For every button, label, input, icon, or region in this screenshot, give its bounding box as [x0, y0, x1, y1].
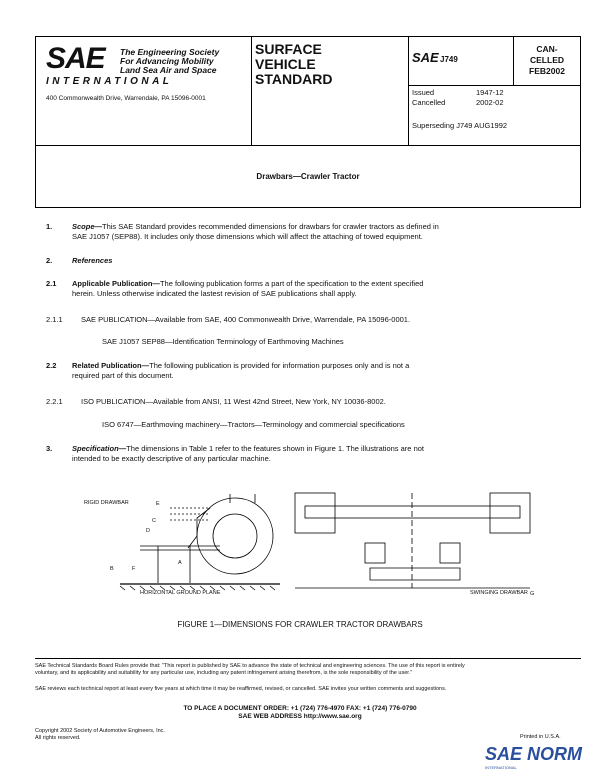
section-number: 3. [46, 444, 53, 453]
dimension-label: F [132, 566, 136, 572]
applicable-publication-paragraph: Applicable Publication—The following publication forms a part of the specification to the extent specified herein. Unless otherwise indicated the lastest revision of SAE publications shall apply. [72, 279, 424, 298]
dimension-label: D [146, 528, 150, 534]
dimension-label: B [110, 566, 114, 572]
dimension-label: G [530, 591, 535, 597]
standard-title: SURFACE VEHICLE STANDARD [255, 41, 333, 87]
dimension-label: A [178, 560, 182, 566]
section-number: 2.2.1 [46, 397, 63, 406]
section-number: 2. [46, 256, 53, 265]
cancelled-value: 2002-02 [476, 98, 504, 107]
order-line: TO PLACE A DOCUMENT ORDER: +1 (724) 776-4970 FAX: +1 (724) 776-0790 [183, 705, 417, 712]
divider [408, 37, 409, 145]
reference-item: SAE J1057 SEP88—Identification Terminology of Earthmoving Machines [102, 337, 344, 346]
watermark-logo: SAE NORM [485, 744, 583, 764]
cancelled-label: Cancelled [412, 98, 446, 107]
document-title: Drawbars—Crawler Tractor [256, 172, 360, 181]
printed-in: Printed in U.S.A. [520, 734, 561, 740]
scope-paragraph: Scope—This SAE Standard provides recommended dimensions for drawbars for crawler tractors as defined in SAE J1057 (SEP88). It includes only those dimensions which will affect the attaching of towed equipment. [72, 222, 439, 241]
sae-publication-line: SAE PUBLICATION—Available from SAE, 400 Commonwealth Drive, Warrendale, PA 15096-0001. [81, 315, 411, 324]
doc-logo: SAE [412, 50, 439, 65]
swinging-drawbar-label: SWINGING DRAWBAR [470, 590, 528, 596]
section-number: 2.2 [46, 361, 57, 370]
issued-label: Issued [412, 88, 435, 97]
rigid-drawbar-label: RIGID DRAWBAR [84, 500, 129, 506]
related-publication-paragraph: Related Publication—The following publication is provided for information purposes only and is not a required part of this document. [72, 361, 410, 380]
status-badge: CAN- CELLED FEB2002 [529, 44, 565, 76]
figure-caption: FIGURE 1—DIMENSIONS FOR CRAWLER TRACTOR DRAWBARS [177, 620, 423, 629]
address: 400 Commonwealth Drive, Warrendale, PA 15096-0001 [46, 95, 206, 102]
dimension-label: C [152, 518, 156, 524]
tagline: The Engineering Society For Advancing Mobility Land Sea Air and Space [120, 47, 220, 75]
superseding: Superseding J749 AUG1992 [412, 121, 508, 130]
specification-paragraph: Specification—The dimensions in Table 1 refer to the features shown in Figure 1. The illustrations are not intended to be exactly descriptive of any particular machine. [72, 444, 424, 463]
iso-publication-line: ISO PUBLICATION—Available from ANSI, 11 West 42nd Street, New York, NY 10036-8002. [81, 397, 386, 406]
sprocket-hub [213, 514, 257, 558]
section-number: 2.1.1 [46, 315, 63, 324]
issued-value: 1947-12 [476, 88, 504, 97]
web-address: SAE WEB ADDRESS http://www.sae.org [238, 713, 362, 720]
footer-rule [35, 658, 581, 659]
reference-item: ISO 6747—Earthmoving machinery—Tractors—Terminology and commercial specifications [102, 420, 405, 429]
swinging-drawbar-shape [370, 568, 460, 580]
dimension-label: E [156, 501, 160, 507]
divider [408, 85, 581, 86]
copyright: Copyright 2002 Society of Automotive Engineers, Inc. All rights reserved. [35, 728, 165, 741]
rigid-drawbar-shape [140, 546, 220, 550]
sae-logo: SAE [46, 42, 105, 75]
section-number: 1. [46, 222, 53, 231]
doc-number: J749 [440, 55, 458, 64]
section-number: 2.1 [46, 279, 57, 288]
policy-text: SAE Technical Standards Board Rules provide that: "This report is published by SAE to advance the state of technical and engineering sciences. The use of this report is entirely voluntary, and its applicability and suitability for any particular use, including any patent infringement arising therefrom, is the sole responsibility of the user." [35, 663, 465, 676]
section-heading: References [72, 256, 113, 265]
international-label: INTERNATIONAL [46, 76, 173, 87]
ground-plane-label: HORIZONTAL GROUND PLANE [140, 590, 221, 596]
review-text: SAE reviews each technical report at least every five years at which time it may be reaffirmed, revised, or cancelled. SAE invites your written comments and suggestions. [35, 686, 447, 692]
watermark-subtext: INTERNATIONAL [485, 765, 517, 770]
divider [251, 37, 252, 145]
